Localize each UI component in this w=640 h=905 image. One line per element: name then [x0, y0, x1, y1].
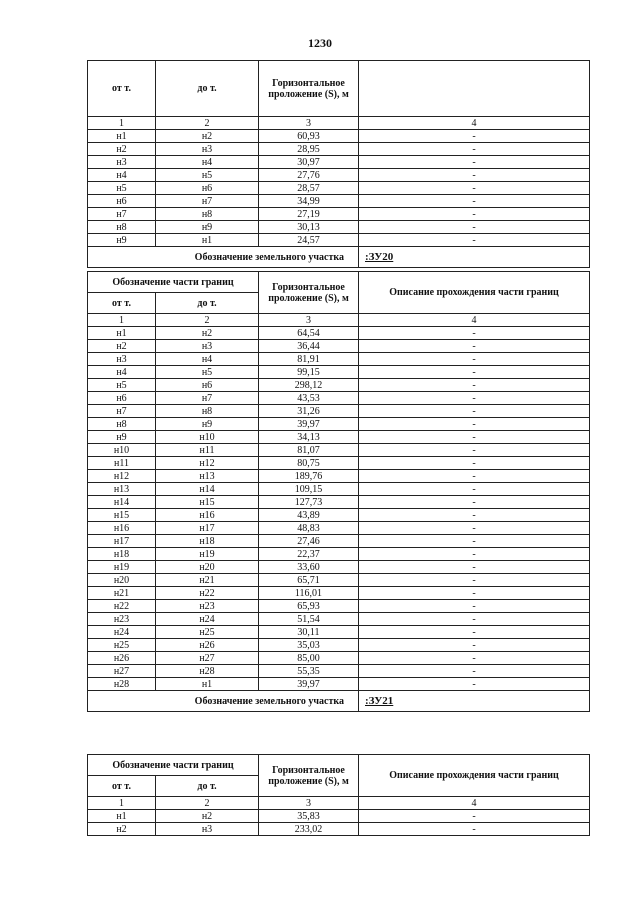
cell-from: н3	[88, 156, 156, 169]
cell-description: -	[359, 444, 590, 457]
cell-from: н5	[88, 182, 156, 195]
cell-from: н6	[88, 392, 156, 405]
cell-description: -	[359, 221, 590, 234]
cell-distance: 55,35	[259, 665, 359, 678]
cell-to: н15	[156, 496, 259, 509]
table-row	[88, 626, 590, 639]
cell-description: -	[359, 405, 590, 418]
cell-distance: 127,73	[259, 496, 359, 509]
cell-from: н25	[88, 639, 156, 652]
cell-from: н5	[88, 379, 156, 392]
table-row	[88, 143, 590, 156]
cell-to: н3	[156, 143, 259, 156]
cell-from: н1	[88, 810, 156, 823]
cell-to: н2	[156, 130, 259, 143]
col-num-4: 4	[359, 797, 590, 810]
cell-description: -	[359, 470, 590, 483]
cell-from: н15	[88, 509, 156, 522]
cell-description: -	[359, 639, 590, 652]
cell-to: н25	[156, 626, 259, 639]
table-row	[88, 418, 590, 431]
cell-distance: 28,95	[259, 143, 359, 156]
cell-description: -	[359, 156, 590, 169]
table-row	[88, 678, 590, 691]
cell-to: н16	[156, 509, 259, 522]
boundary-table-zu21	[87, 754, 590, 836]
table-row	[88, 639, 590, 652]
cell-distance: 189,76	[259, 470, 359, 483]
page-number: 1230	[308, 36, 332, 50]
cell-to: н20	[156, 561, 259, 574]
cell-to: н28	[156, 665, 259, 678]
cell-description: -	[359, 561, 590, 574]
cell-to: н18	[156, 535, 259, 548]
cell-from: н11	[88, 457, 156, 470]
col-to-header: до т.	[156, 776, 259, 797]
cell-from: н26	[88, 652, 156, 665]
col-num-1: 1	[88, 117, 156, 130]
table-row	[88, 156, 590, 169]
cell-description: -	[359, 613, 590, 626]
table-row	[88, 392, 590, 405]
col-from-header: от т.	[88, 61, 156, 117]
table-row	[88, 483, 590, 496]
cell-to: н14	[156, 483, 259, 496]
cell-from: н7	[88, 208, 156, 221]
cell-description: -	[359, 431, 590, 444]
cell-distance: 39,97	[259, 678, 359, 691]
col-num-1: 1	[88, 797, 156, 810]
cell-from: н1	[88, 327, 156, 340]
cell-to: н23	[156, 600, 259, 613]
cell-distance: 30,97	[259, 156, 359, 169]
cell-distance: 33,60	[259, 561, 359, 574]
cell-distance: 43,53	[259, 392, 359, 405]
table-row	[88, 221, 590, 234]
cell-description: -	[359, 457, 590, 470]
cell-distance: 85,00	[259, 652, 359, 665]
cell-to: н4	[156, 156, 259, 169]
cell-from: н2	[88, 143, 156, 156]
table-row	[88, 548, 590, 561]
table-row	[88, 457, 590, 470]
column-number-row	[88, 314, 590, 327]
table-row	[88, 652, 590, 665]
cell-distance: 24,57	[259, 234, 359, 247]
col-num-4: 4	[359, 117, 590, 130]
cell-from: н9	[88, 431, 156, 444]
col-num-3: 3	[259, 314, 359, 327]
cell-distance: 51,54	[259, 613, 359, 626]
cell-from: н7	[88, 405, 156, 418]
cell-description: -	[359, 652, 590, 665]
cell-distance: 65,93	[259, 600, 359, 613]
cell-distance: 298,12	[259, 379, 359, 392]
cell-to: н26	[156, 639, 259, 652]
cell-description: -	[359, 810, 590, 823]
cell-from: н21	[88, 587, 156, 600]
col-from-header: от т.	[88, 293, 156, 314]
col-distance-header: Горизонтальное проложение (S), м	[259, 61, 359, 117]
cell-to: н27	[156, 652, 259, 665]
cell-to: н21	[156, 574, 259, 587]
column-number-row	[88, 117, 590, 130]
cell-to: н6	[156, 379, 259, 392]
cell-description: -	[359, 574, 590, 587]
cell-from: н22	[88, 600, 156, 613]
cell-description: -	[359, 600, 590, 613]
cell-distance: 27,76	[259, 169, 359, 182]
cell-from: н4	[88, 366, 156, 379]
cell-to: н7	[156, 195, 259, 208]
table-row	[88, 496, 590, 509]
col-distance-header: Горизонтальное проложение (S), м	[259, 755, 359, 797]
cell-description: -	[359, 169, 590, 182]
cell-to: н2	[156, 810, 259, 823]
table-row	[88, 130, 590, 143]
cell-to: н1	[156, 234, 259, 247]
cell-description: -	[359, 195, 590, 208]
table-row	[88, 535, 590, 548]
cell-from: н9	[88, 234, 156, 247]
cell-distance: 39,97	[259, 418, 359, 431]
cell-from: н23	[88, 613, 156, 626]
cell-distance: 31,26	[259, 405, 359, 418]
cell-distance: 36,44	[259, 340, 359, 353]
table-body	[88, 810, 590, 836]
cell-from: н8	[88, 221, 156, 234]
cell-description: -	[359, 340, 590, 353]
col-num-3: 3	[259, 797, 359, 810]
col-description-header: Описание прохождения части границ	[359, 755, 590, 797]
boundary-table-continued	[87, 60, 590, 268]
cell-to: н2	[156, 327, 259, 340]
cell-distance: 35,83	[259, 810, 359, 823]
cell-to: н1	[156, 678, 259, 691]
cell-from: н1	[88, 130, 156, 143]
cell-from: н20	[88, 574, 156, 587]
cell-distance: 43,89	[259, 509, 359, 522]
cell-to: н11	[156, 444, 259, 457]
header-row	[88, 61, 590, 117]
parcel-code-zu20: :ЗУ20	[359, 247, 590, 268]
table-row	[88, 574, 590, 587]
col-group-header: Обозначение части границ	[88, 272, 259, 293]
parcel-row	[88, 247, 590, 268]
cell-description: -	[359, 392, 590, 405]
col-num-4: 4	[359, 314, 590, 327]
col-num-2: 2	[156, 797, 259, 810]
cell-description: -	[359, 366, 590, 379]
col-num-2: 2	[156, 117, 259, 130]
parcel-row	[88, 691, 590, 712]
cell-from: н28	[88, 678, 156, 691]
table-row	[88, 600, 590, 613]
cell-distance: 116,01	[259, 587, 359, 600]
cell-from: н3	[88, 353, 156, 366]
cell-distance: 34,13	[259, 431, 359, 444]
cell-to: н13	[156, 470, 259, 483]
cell-description: -	[359, 665, 590, 678]
table-row	[88, 208, 590, 221]
cell-description: -	[359, 522, 590, 535]
table-row	[88, 366, 590, 379]
cell-distance: 65,71	[259, 574, 359, 587]
cell-from: н27	[88, 665, 156, 678]
cell-to: н22	[156, 587, 259, 600]
cell-distance: 233,02	[259, 823, 359, 836]
cell-description: -	[359, 379, 590, 392]
cell-from: н18	[88, 548, 156, 561]
cell-description: -	[359, 418, 590, 431]
cell-distance: 22,37	[259, 548, 359, 561]
cell-distance: 35,03	[259, 639, 359, 652]
cell-to: н3	[156, 823, 259, 836]
cell-from: н2	[88, 340, 156, 353]
cell-description: -	[359, 823, 590, 836]
col-distance-header: Горизонтальное проложение (S), м	[259, 272, 359, 314]
cell-from: н2	[88, 823, 156, 836]
cell-from: н16	[88, 522, 156, 535]
cell-from: н17	[88, 535, 156, 548]
cell-description: -	[359, 678, 590, 691]
cell-from: н6	[88, 195, 156, 208]
table-row	[88, 195, 590, 208]
cell-distance: 109,15	[259, 483, 359, 496]
table-row	[88, 169, 590, 182]
cell-from: н8	[88, 418, 156, 431]
table-row	[88, 405, 590, 418]
col-num-3: 3	[259, 117, 359, 130]
col-num-1: 1	[88, 314, 156, 327]
cell-from: н24	[88, 626, 156, 639]
cell-distance: 27,46	[259, 535, 359, 548]
table-row	[88, 340, 590, 353]
col-from-header: от т.	[88, 776, 156, 797]
cell-distance: 60,93	[259, 130, 359, 143]
cell-from: н14	[88, 496, 156, 509]
cell-to: н8	[156, 405, 259, 418]
col-description-header: Описание прохождения части границ	[359, 272, 590, 314]
cell-description: -	[359, 496, 590, 509]
cell-to: н9	[156, 418, 259, 431]
cell-distance: 34,99	[259, 195, 359, 208]
cell-description: -	[359, 509, 590, 522]
table-body	[88, 130, 590, 247]
table-row	[88, 470, 590, 483]
table-row	[88, 587, 590, 600]
cell-distance: 48,83	[259, 522, 359, 535]
cell-from: н19	[88, 561, 156, 574]
table-row	[88, 431, 590, 444]
cell-from: н10	[88, 444, 156, 457]
table-row	[88, 327, 590, 340]
cell-to: н10	[156, 431, 259, 444]
table-row	[88, 665, 590, 678]
table-row	[88, 234, 590, 247]
cell-distance: 28,57	[259, 182, 359, 195]
cell-to: н8	[156, 208, 259, 221]
cell-from: н13	[88, 483, 156, 496]
cell-distance: 64,54	[259, 327, 359, 340]
header-row	[88, 272, 590, 293]
cell-distance: 30,13	[259, 221, 359, 234]
table-row	[88, 379, 590, 392]
parcel-label: Обозначение земельного участка	[88, 691, 359, 712]
cell-to: н5	[156, 366, 259, 379]
boundary-table-zu20	[87, 271, 590, 712]
table-row	[88, 353, 590, 366]
cell-distance: 27,19	[259, 208, 359, 221]
table-body	[88, 327, 590, 691]
cell-description: -	[359, 353, 590, 366]
cell-to: н5	[156, 169, 259, 182]
cell-from: н4	[88, 169, 156, 182]
table-row	[88, 444, 590, 457]
cell-to: н7	[156, 392, 259, 405]
cell-description: -	[359, 626, 590, 639]
cell-distance: 30,11	[259, 626, 359, 639]
parcel-label: Обозначение земельного участка	[88, 247, 359, 268]
cell-description: -	[359, 143, 590, 156]
cell-distance: 99,15	[259, 366, 359, 379]
cell-to: н19	[156, 548, 259, 561]
cell-from: н12	[88, 470, 156, 483]
cell-to: н3	[156, 340, 259, 353]
col-to-header: до т.	[156, 293, 259, 314]
parcel-code-zu21: :ЗУ21	[359, 691, 590, 712]
cell-to: н17	[156, 522, 259, 535]
col-description-header	[359, 61, 590, 117]
cell-distance: 81,07	[259, 444, 359, 457]
cell-description: -	[359, 327, 590, 340]
table-row	[88, 561, 590, 574]
cell-to: н9	[156, 221, 259, 234]
col-num-2: 2	[156, 314, 259, 327]
cell-description: -	[359, 483, 590, 496]
table-row	[88, 522, 590, 535]
table-row	[88, 823, 590, 836]
cell-description: -	[359, 535, 590, 548]
column-number-row	[88, 797, 590, 810]
cell-description: -	[359, 234, 590, 247]
cell-description: -	[359, 208, 590, 221]
header-row	[88, 755, 590, 776]
table-row	[88, 182, 590, 195]
cell-distance: 81,91	[259, 353, 359, 366]
cell-description: -	[359, 130, 590, 143]
cell-to: н4	[156, 353, 259, 366]
table-row	[88, 509, 590, 522]
table-row	[88, 810, 590, 823]
col-group-header: Обозначение части границ	[88, 755, 259, 776]
table-row	[88, 613, 590, 626]
cell-description: -	[359, 587, 590, 600]
col-to-header: до т.	[156, 61, 259, 117]
cell-description: -	[359, 182, 590, 195]
cell-description: -	[359, 548, 590, 561]
cell-to: н6	[156, 182, 259, 195]
cell-distance: 80,75	[259, 457, 359, 470]
cell-to: н12	[156, 457, 259, 470]
cell-to: н24	[156, 613, 259, 626]
